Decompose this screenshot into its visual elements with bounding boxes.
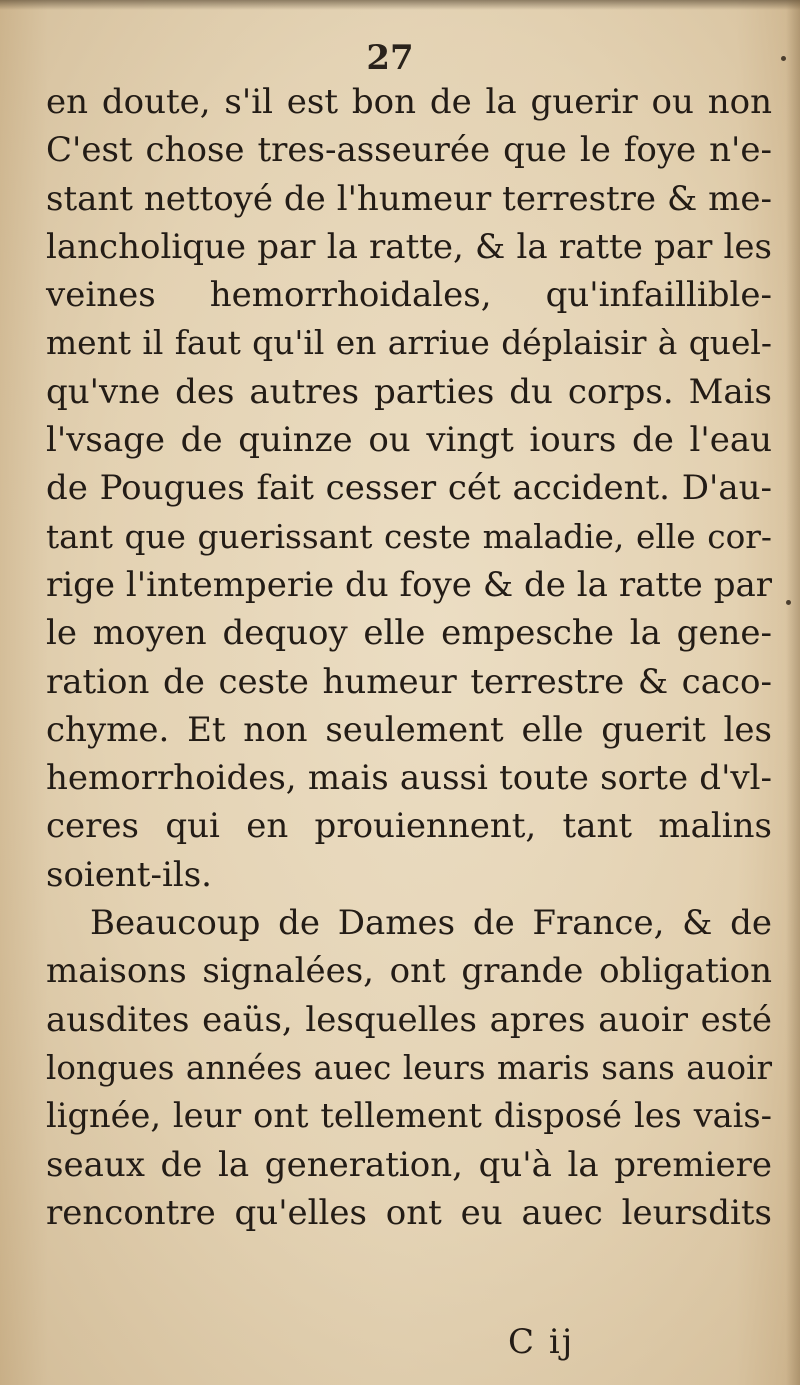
body-text — [46, 78, 772, 1237]
text-line: veines hemorrhoidales, qu'infaillible- — [46, 275, 772, 316]
ink-speck — [786, 600, 791, 605]
text-line: qu'vne des autres parties du corps. Mais — [46, 371, 772, 412]
text-line: longues années auec leurs maris sans auoir — [46, 1048, 772, 1087]
text-line: seaux de la generation, qu'à la premiere — [46, 1144, 772, 1185]
ink-speck — [781, 56, 786, 61]
text-line: lancholique par la ratte, & la ratte par les — [46, 226, 772, 267]
signature-mark: C ij — [508, 1322, 575, 1362]
paragraph-first-line: Beaucoup de Dames de France, & de — [90, 903, 772, 944]
text-line: stant nettoyé de l'humeur terrestre & me- — [46, 178, 772, 219]
text-line: lignée, leur ont tellement disposé les vais- — [46, 1096, 772, 1136]
text-line: ration de ceste humeur terrestre & caco- — [46, 661, 772, 702]
page-top-shadow — [0, 0, 800, 10]
text-line: rige l'intemperie du foye & de la ratte par — [46, 564, 772, 605]
text-line: rencontre qu'elles ont eu auec leursdits — [46, 1192, 772, 1233]
page-right-edge — [786, 0, 800, 1385]
text-line: de Pougues fait cesser cét accident. D'au- — [46, 468, 772, 509]
text-line: maisons signalées, ont grande obligation — [46, 951, 772, 992]
text-line: ment il faut qu'il en arriue déplaisir à quel- — [46, 323, 772, 363]
text-line: soient-ils. — [46, 854, 212, 895]
text-line: ausdites eaüs, lesquelles apres auoir esté — [46, 999, 772, 1040]
page-number: 27 — [366, 38, 414, 78]
text-line: C'est chose tres-asseurée que le foye n'e- — [46, 130, 772, 171]
text-line: chyme. Et non seulement elle guerit les — [46, 709, 772, 750]
text-line: en doute, s'il est bon de la guerir ou non — [46, 82, 772, 122]
text-line: hemorrhoides, mais aussi toute sorte d'vl- — [46, 758, 772, 799]
text-line: l'vsage de quinze ou vingt iours de l'eau — [46, 420, 772, 461]
text-line: le moyen dequoy elle empesche la gene- — [46, 613, 772, 654]
text-line: tant que guerissant ceste maladie, elle cor- — [46, 517, 772, 556]
text-line: ceres qui en prouiennent, tant malins — [46, 806, 772, 847]
